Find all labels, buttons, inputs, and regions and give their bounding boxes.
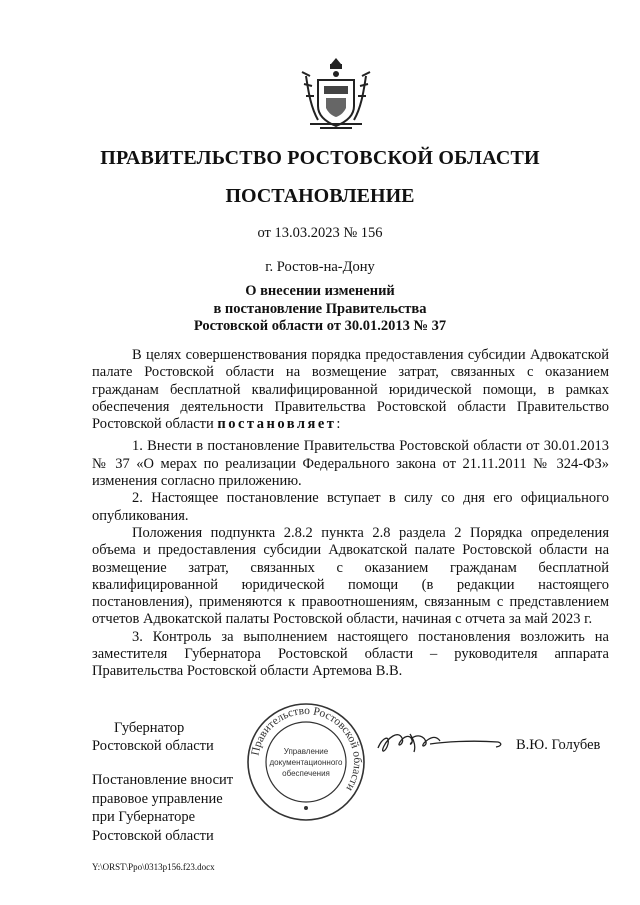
preamble-text: В целях совершенствования порядка предоставления субсидии Адвокатской палате Ростовской области на возмещение затрат, связанных с оказанием гражданам бесплатной квалифицированной юридической помощи, в рамках обеспечения деятельности Правительства Ростовской области Правительство Ростовской области	[92, 347, 609, 433]
city: г. Ростов-на-Дону	[265, 259, 375, 275]
preamble-paragraph	[92, 347, 609, 433]
doc-type-title: ПОСТАНОВЛЕНИЕ	[225, 185, 415, 207]
subject-line-1: О внесении изменений	[245, 283, 395, 299]
stamp-ring-text: Правительство Ростовской области	[249, 704, 364, 794]
signatory-position-line-2: Ростовской области	[92, 738, 214, 754]
decree-colon: :	[336, 416, 341, 433]
item-2-paragraph: 2. Настоящее постановление вступает в силу со дня его официального опубликования.	[92, 490, 609, 524]
prepared-by-line-2: правовое управление	[92, 790, 223, 807]
official-stamp	[244, 700, 368, 824]
subject-line-3: Ростовской области от 30.01.2013 № 37	[193, 318, 447, 334]
coat-of-arms-emblem	[296, 54, 376, 134]
decree-word: постановляет	[217, 416, 337, 433]
subject-line-2: в постановление Правительства	[213, 300, 427, 317]
stamp-center-line-3: обеспечения	[282, 769, 330, 778]
prepared-by-line-4: Ростовской области	[92, 827, 214, 844]
item-3-paragraph: 3. Контроль за выполнением настоящего постановления возложить на заместителя Губернатора Ростовской области – руководителя аппарата Правительства Ростовской области Артемова В.В.	[92, 628, 609, 680]
stamp-center-line-2: документационного	[269, 758, 343, 767]
signatory-name: В.Ю. Голубев	[516, 737, 601, 753]
signatory-position-line-1: Губернатор	[114, 720, 185, 736]
prepared-by-block	[92, 771, 233, 845]
prepared-by-line-3: при Губернаторе	[92, 809, 196, 825]
document-body	[92, 347, 609, 681]
signatory-position	[92, 719, 214, 755]
stamp-center-line-1: Управление	[283, 747, 329, 756]
subject-heading	[0, 283, 640, 336]
date-number: от 13.03.2023 № 156	[257, 225, 383, 241]
prepared-by-line-1: Постановление вносит	[92, 772, 234, 788]
org-title: ПРАВИТЕЛЬСТВО РОСТОВСКОЙ ОБЛАСТИ	[100, 147, 540, 169]
handwritten-signature	[372, 722, 502, 762]
file-path: Y:\ORST\Ppo\0313p156.f23.docx	[92, 862, 215, 872]
item-2-note-paragraph: Положения подпункта 2.8.2 пункта 2.8 раздела 2 Порядка определения объема и предоставления субсидии Адвокатской палате Ростовской области на возмещение затрат, связанных с оказанием гражданам бесплатной квалифицированной юридической помощи (в редакции настоящего постановления), применяются к правоотношениям, связанным с представлением отчетов Адвокатской палаты Ростовской области, начиная с отчета за май 2023 г.	[92, 524, 609, 628]
item-1-paragraph: 1. Внести в постановление Правительства Ростовской области от 30.01.2013 № 37 «О мерах по реализации Федерального закона от 21.11.2011 № 324-ФЗ» изменения согласно приложению.	[92, 438, 609, 490]
